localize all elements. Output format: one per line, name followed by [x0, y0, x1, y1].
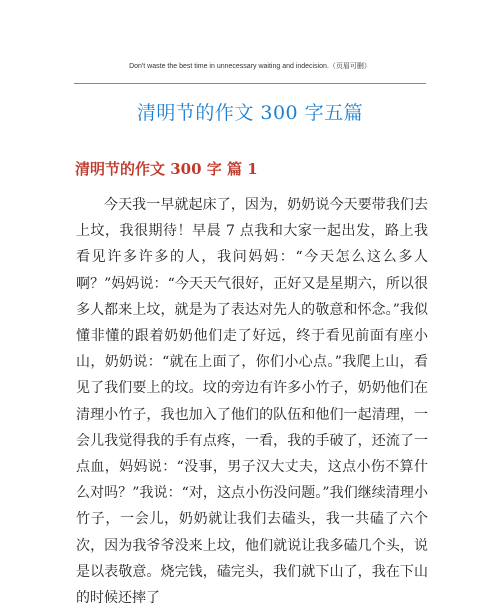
- document-title: 清明节的作文 300 字五篇: [136, 102, 364, 124]
- section-paragraph: 今天我一早就起床了，因为，奶奶说今天要带我们去上坟，我很期待！早晨 7 点我和大家一起出发，路上我看见许多许多的人，我问妈妈：“今天怎么这么多人啊？”妈妈说：“今天天气很好，正好又是星期六，所以很多人都来上坟，就是为了表达对先人的敬意和怀念。”我似懂非懂的跟着奶奶他们走了好远，终于看见前面有座小山，奶奶说：“就在上面了，你们小心点。”我爬上山，看见了我们要上的坟。坟的旁边有许多小竹子，奶奶他们在清理小竹子，我也加入了他们的队伍和他们一起清理，一会儿我觉得我的手有点疼，一看，我的手破了，还流了一点血，妈妈说：“没事，男子汉大丈夫，这点小伤不算什么对吗？”我说：“对，这点小伤没问题。”我们继续清理小竹子，一会儿，奶奶就让我们去磕头，我一共磕了六个次，因为我爷爷没来上坟，他们就说让我多磕几个头，说是以表敬意。烧完钱，磕完头，我们就下山了，我在下山的时候还摔了: [76, 197, 428, 607]
- section-heading: 清明节的作文 300 字 篇 1: [75, 160, 258, 178]
- header-divider: [74, 83, 426, 84]
- header-note: Don't waste the best time in unnecessary waiting and indecision.（页眉可删）: [129, 63, 371, 70]
